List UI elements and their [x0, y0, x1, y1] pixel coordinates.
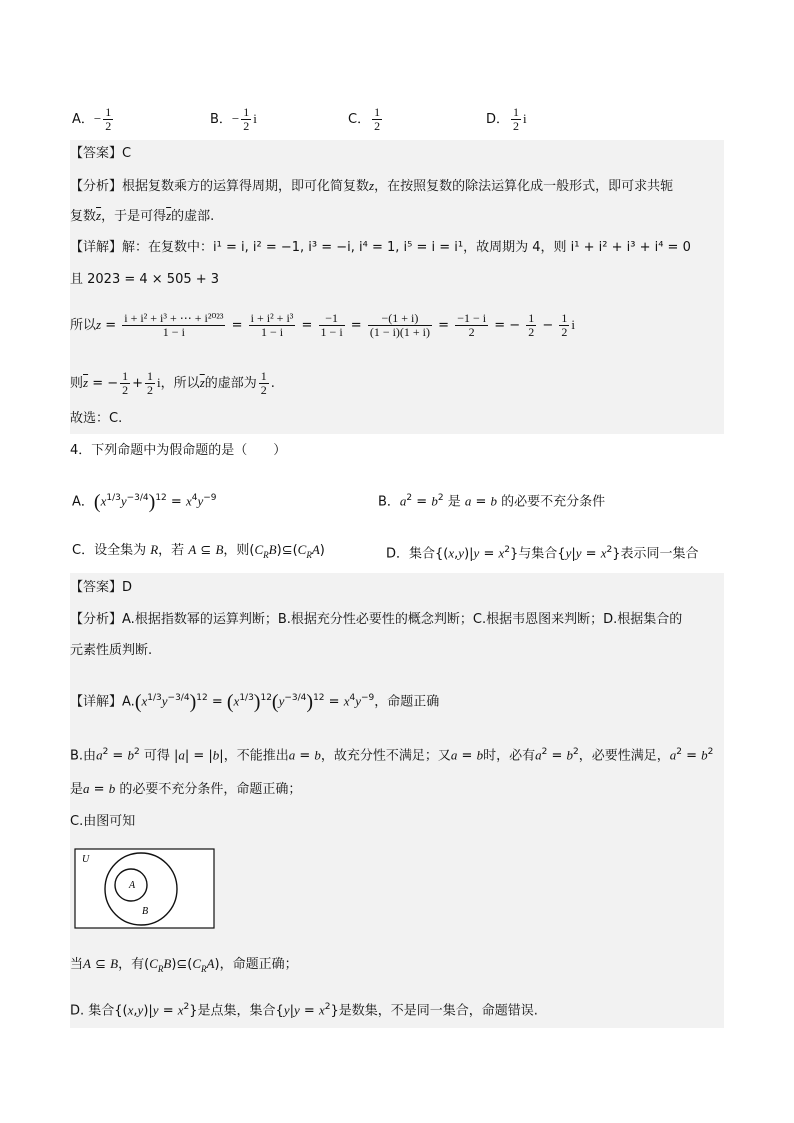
q4-stem: 4．下列命题中为假命题的是（ ） — [70, 443, 287, 458]
q4-analysis-line1: 【分析】A.根据指数幂的运算判断；B.根据充分性必要性的概念判断；C.根据韦恩图来判断；D.根据集合的 — [70, 612, 683, 627]
q3-option-b: B．− $\frac{1}{2}$ i — [210, 105, 257, 133]
q3-detail-line4: 则$\overline{z}$ = − $\frac{1}{2}$ + $\frac{1}{2}$ i，所以$\overline{z}$的虚部为 $\frac{1}{2}$ . — [70, 369, 275, 397]
q4-analysis-line2: 元素性质判断. — [70, 643, 153, 658]
q4-option-d: D．集合$\{(x,y)|y = x^2\}$与集合$\{y|y = x^2\}$表示同一集合 — [386, 545, 699, 562]
q3-option-d: D． $\frac{1}{2}$ i — [486, 105, 527, 133]
q3-answer — [70, 144, 724, 164]
q3-detail-line3: 所以z = $\frac{\text{i + i² + i³ + ⋯ + i²⁰²³}}{1 - i}$ = $\frac{\text{i + i² + i³}}{1 - i}$ = $\frac{-1}{1 - i}$ = $\frac{-(1 + i)}{(1 - i)(1 + i)}$ = $\frac{-1 - i}{2}$ = − $\frac{1}{2}$ − $\frac{1}{2}$ i — [70, 311, 576, 339]
answer-label: 【答案】 — [70, 580, 123, 595]
q4-detail-b-line1: B.由$a^2 = b^2$ 可得 |a| = |b|，不能推出a = b，故充分性不满足；又a = b时，必有$a^2 = b^2$，必要性满足，$a^2 = b^2$ — [70, 747, 714, 764]
venn-label-a: A — [129, 880, 136, 891]
answer-value: D — [122, 580, 133, 595]
q3-detail-line2: 且 2023 = 4 × 505 + 3 — [70, 272, 220, 287]
venn-label-b: B — [142, 906, 149, 917]
q4-option-b: B．$a^2 = b^2$ 是 a = b 的必要不充分条件 — [378, 493, 606, 510]
q3-detail-line5: 故选：C. — [70, 411, 123, 426]
q4-detail-d: D. 集合$\{(x,y)|y = x^2\}$是点集，集合$\{y|y = x^2\}$是数集，不是同一集合，命题错误. — [70, 1002, 538, 1019]
venn-diagram — [74, 848, 216, 930]
answer-label: 【答案】 — [70, 146, 123, 161]
q4-option-c: C．设全集为 R，若 A ⊆ B，则$(C_RB)⊆(C_RA)$ — [72, 542, 325, 560]
q3-detail-line1: 【详解】解：在复数中：i¹ = i, i² = −1, i³ = −i, i⁴ = 1, i⁵ = i = i¹，故周期为 4，则 i¹ + i² + i³ + i⁴ = 0 — [70, 240, 691, 255]
q4-detail-c-conclusion: 当A ⊆ B，有$(C_RB)⊆(C_RA)$，命题正确； — [70, 956, 298, 974]
q3-option-c: C． $\frac{1}{2}$ — [348, 105, 381, 133]
q3-analysis-line2: 复数$\overline{z}$，于是可得$\overline{z}$的虚部. — [70, 208, 215, 224]
q4-option-a: A．$(x^{1/3}y^{-3/4})^{12} = x^4y^{-9}$ — [72, 490, 217, 513]
q4-detail-c: C.由图可知 — [70, 814, 136, 829]
q3-option-a: A．− $\frac{1}{2}$ — [72, 105, 112, 133]
q3-analysis-line1: 【分析】根据复数乘方的运算得周期，即可化简复数z，在按照复数的除法运算化成一般形式，即可求共轭 — [70, 178, 674, 194]
venn-label-u: U — [82, 854, 90, 865]
answer-value: C — [122, 146, 132, 161]
q4-detail-a: 【详解】$A.(x^{1/3}y^{-3/4})^{12} = (x^{1/3})^{12}(y^{-3/4})^{12} = x^4y^{-9}$，命题正确 — [70, 690, 440, 713]
q4-detail-b-line2: 是a = b 的必要不充分条件，命题正确； — [70, 781, 302, 797]
q4-answer — [70, 578, 724, 598]
